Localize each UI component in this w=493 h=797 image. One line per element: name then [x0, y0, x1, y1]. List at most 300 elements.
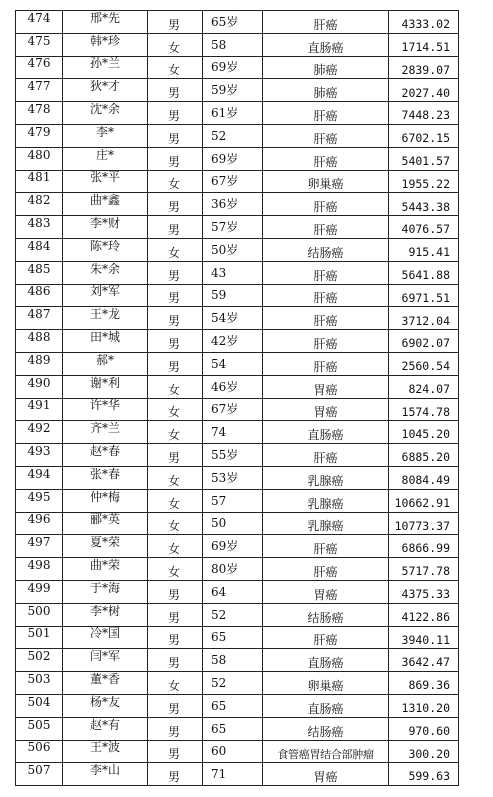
- patient-age: 43: [211, 265, 227, 280]
- diagnosis: 乳腺癌: [307, 473, 344, 488]
- diagnosis-cell: [263, 216, 389, 239]
- patient-name-cell: [63, 124, 148, 147]
- row-number: 500: [27, 603, 51, 618]
- table-row: [16, 79, 459, 102]
- patient-sex: 男: [168, 587, 181, 602]
- patient-sex: 男: [168, 268, 181, 283]
- row-number: 486: [27, 284, 51, 299]
- row-number-cell: [16, 535, 63, 558]
- patient-name-cell: [63, 717, 148, 740]
- row-number-cell: [16, 352, 63, 375]
- patient-age-cell: [203, 558, 263, 581]
- diagnosis-cell: [263, 33, 389, 56]
- row-number: 479: [27, 124, 51, 139]
- patient-name: 冷*国: [89, 626, 120, 641]
- row-number: 496: [27, 512, 51, 527]
- table-row: [16, 33, 459, 56]
- patient-age-cell: [203, 102, 263, 125]
- patient-age: 69岁: [211, 60, 239, 75]
- table-row: [16, 170, 459, 193]
- patient-name-cell: [63, 147, 148, 170]
- diagnosis-cell: [263, 330, 389, 353]
- table-row: [16, 580, 459, 603]
- patient-name-cell: [63, 558, 148, 581]
- patient-sex-cell: [148, 626, 203, 649]
- patient-sex-cell: [148, 672, 203, 695]
- row-number-cell: [16, 717, 63, 740]
- row-number: 495: [27, 489, 51, 504]
- table-row: [16, 558, 459, 581]
- patient-sex-cell: [148, 466, 203, 489]
- diagnosis: 肝癌: [313, 359, 338, 374]
- row-number: 490: [27, 375, 51, 390]
- cost-amount-cell: [389, 466, 459, 489]
- patient-age: 65: [211, 721, 227, 736]
- patient-sex: 女: [168, 473, 181, 488]
- diagnosis-cell: [263, 193, 389, 216]
- cost-amount-cell: [389, 398, 459, 421]
- patient-sex: 男: [168, 610, 181, 625]
- patient-age-cell: [203, 649, 263, 672]
- patient-sex-cell: [148, 330, 203, 353]
- cost-amount: 1045.20: [401, 427, 450, 442]
- patient-sex-cell: [148, 558, 203, 581]
- patient-name: 田*城: [89, 330, 120, 345]
- table-row: [16, 261, 459, 284]
- row-number: 493: [27, 444, 51, 459]
- diagnosis-cell: [263, 558, 389, 581]
- cost-amount-cell: [389, 284, 459, 307]
- patient-sex: 女: [168, 405, 181, 420]
- cost-amount-cell: [389, 649, 459, 672]
- diagnosis-cell: [263, 102, 389, 125]
- patient-name-cell: [63, 216, 148, 239]
- patient-name: 陈*玲: [89, 238, 120, 253]
- patient-sex: 女: [168, 496, 181, 511]
- patient-name-cell: [63, 193, 148, 216]
- patient-sex: 女: [168, 177, 181, 192]
- patient-name-cell: [63, 33, 148, 56]
- patient-age: 65: [211, 630, 227, 645]
- row-number: 505: [27, 717, 51, 732]
- row-number: 480: [27, 147, 51, 162]
- cost-amount: 3712.04: [401, 313, 450, 328]
- row-number-cell: [16, 261, 63, 284]
- patient-age-cell: [203, 626, 263, 649]
- table-row: [16, 147, 459, 170]
- patient-age: 50岁: [211, 242, 239, 257]
- row-number: 488: [27, 330, 51, 345]
- patient-name: 曲*鑫: [89, 193, 120, 208]
- cost-amount: 5443.38: [401, 199, 450, 214]
- diagnosis-cell: [263, 352, 389, 375]
- patient-name: 郦*英: [89, 512, 120, 527]
- patient-name-cell: [63, 102, 148, 125]
- patient-age-cell: [203, 79, 263, 102]
- diagnosis-cell: [263, 284, 389, 307]
- patient-sex: 女: [168, 542, 181, 557]
- patient-age: 36岁: [211, 197, 239, 212]
- table-row: [16, 512, 459, 535]
- patient-age: 60: [211, 744, 227, 759]
- patient-age: 69岁: [211, 151, 239, 166]
- cost-amount: 1574.78: [401, 404, 450, 419]
- diagnosis-cell: [263, 649, 389, 672]
- patient-age: 67岁: [211, 402, 239, 417]
- patient-age-cell: [203, 740, 263, 763]
- cost-amount-cell: [389, 603, 459, 626]
- diagnosis: 胃癌: [313, 587, 338, 602]
- patient-sex-cell: [148, 535, 203, 558]
- row-number-cell: [16, 603, 63, 626]
- cost-amount-cell: [389, 352, 459, 375]
- row-number: 475: [27, 33, 51, 48]
- patient-sex-cell: [148, 102, 203, 125]
- row-number: 491: [27, 398, 51, 413]
- patient-sex: 男: [168, 747, 181, 762]
- table-row: [16, 626, 459, 649]
- row-number: 474: [27, 10, 51, 25]
- diagnosis-cell: [263, 375, 389, 398]
- patient-sex-cell: [148, 694, 203, 717]
- cost-amount: 5717.78: [401, 564, 450, 579]
- table-row: [16, 717, 459, 740]
- patient-sex: 男: [168, 200, 181, 215]
- cost-amount: 1714.51: [401, 39, 450, 54]
- patient-age-cell: [203, 672, 263, 695]
- table-row: [16, 375, 459, 398]
- patient-sex: 男: [168, 154, 181, 169]
- cost-amount: 6971.51: [401, 290, 450, 305]
- patient-name-cell: [63, 238, 148, 261]
- diagnosis-cell: [263, 717, 389, 740]
- patient-sex: 男: [168, 724, 181, 739]
- diagnosis-cell: [263, 261, 389, 284]
- patient-name-cell: [63, 11, 148, 34]
- cost-amount: 3642.47: [401, 655, 450, 670]
- patient-name: 刘*军: [89, 284, 120, 299]
- patient-sex-cell: [148, 170, 203, 193]
- row-number-cell: [16, 444, 63, 467]
- diagnosis-cell: [263, 603, 389, 626]
- diagnosis: 卵巢癌: [307, 177, 344, 192]
- row-number-cell: [16, 307, 63, 330]
- patient-name: 王*龙: [89, 307, 120, 322]
- patient-age: 52: [211, 128, 227, 143]
- cost-amount-cell: [389, 444, 459, 467]
- cost-amount-cell: [389, 375, 459, 398]
- diagnosis-cell: [263, 444, 389, 467]
- table-row: [16, 444, 459, 467]
- row-number-cell: [16, 466, 63, 489]
- patient-name: 杨*友: [89, 694, 120, 709]
- table-row: [16, 603, 459, 626]
- diagnosis-cell: [263, 626, 389, 649]
- cost-amount-cell: [389, 124, 459, 147]
- patient-age-cell: [203, 421, 263, 444]
- patient-age-cell: [203, 330, 263, 353]
- patient-sex-cell: [148, 649, 203, 672]
- patient-sex: 女: [168, 565, 181, 580]
- cost-amount: 6885.20: [401, 450, 450, 465]
- diagnosis-cell: [263, 763, 389, 786]
- patient-name: 赵*有: [89, 717, 120, 732]
- diagnosis-cell: [263, 238, 389, 261]
- patient-age: 54: [211, 356, 227, 371]
- table-row: [16, 307, 459, 330]
- patient-age: 71: [211, 767, 227, 782]
- patient-name: 李*: [95, 124, 114, 139]
- row-number-cell: [16, 489, 63, 512]
- cost-amount: 2027.40: [401, 85, 450, 100]
- patient-name: 李*树: [89, 603, 120, 618]
- patient-sex: 男: [168, 223, 181, 238]
- patient-age-cell: [203, 33, 263, 56]
- patient-sex: 男: [168, 337, 181, 352]
- row-number-cell: [16, 11, 63, 34]
- cost-amount-cell: [389, 102, 459, 125]
- row-number: 478: [27, 102, 51, 117]
- diagnosis: 胃癌: [313, 770, 338, 785]
- patient-age-cell: [203, 352, 263, 375]
- diagnosis: 结肠癌: [307, 610, 344, 625]
- cost-amount-cell: [389, 79, 459, 102]
- cost-amount: 2839.07: [401, 62, 450, 77]
- cost-amount: 10773.37: [394, 518, 450, 533]
- row-number-cell: [16, 238, 63, 261]
- patient-sex: 男: [168, 17, 181, 32]
- patient-sex-cell: [148, 261, 203, 284]
- patient-age-cell: [203, 124, 263, 147]
- cost-amount: 4076.57: [401, 222, 450, 237]
- patient-name: 谢*利: [89, 375, 120, 390]
- cost-amount-cell: [389, 56, 459, 79]
- row-number: 501: [27, 626, 51, 641]
- patient-sex: 女: [168, 245, 181, 260]
- patient-name-cell: [63, 307, 148, 330]
- patient-sex-cell: [148, 444, 203, 467]
- patient-sex: 男: [168, 131, 181, 146]
- row-number-cell: [16, 147, 63, 170]
- diagnosis: 肺癌: [313, 86, 338, 101]
- patient-age: 65: [211, 698, 227, 713]
- patient-sex-cell: [148, 11, 203, 34]
- row-number: 497: [27, 535, 51, 550]
- diagnosis-cell: [263, 489, 389, 512]
- cost-amount: 5641.88: [401, 267, 450, 282]
- diagnosis: 肝癌: [313, 291, 338, 306]
- cost-amount-cell: [389, 307, 459, 330]
- cost-amount-cell: [389, 626, 459, 649]
- patient-age: 58: [211, 37, 227, 52]
- table-row: [16, 238, 459, 261]
- cost-amount-cell: [389, 261, 459, 284]
- cost-amount: 1310.20: [401, 701, 450, 716]
- patient-age: 42岁: [211, 334, 239, 349]
- row-number-cell: [16, 102, 63, 125]
- cost-amount: 300.20: [408, 746, 450, 761]
- patient-sex: 男: [168, 701, 181, 716]
- patient-age: 55岁: [211, 448, 239, 463]
- patient-name-cell: [63, 512, 148, 535]
- diagnosis-cell: [263, 124, 389, 147]
- cost-amount: 7448.23: [401, 108, 450, 123]
- patient-age: 61岁: [211, 106, 239, 121]
- patient-name: 韩*珍: [89, 33, 120, 48]
- patient-sex-cell: [148, 33, 203, 56]
- table-row: [16, 193, 459, 216]
- cost-amount-cell: [389, 740, 459, 763]
- cost-amount: 5401.57: [401, 153, 450, 168]
- table-row: [16, 11, 459, 34]
- table-row: [16, 102, 459, 125]
- patient-name-cell: [63, 398, 148, 421]
- patient-name: 仲*梅: [89, 489, 120, 504]
- diagnosis: 胃癌: [313, 405, 338, 420]
- cost-amount-cell: [389, 672, 459, 695]
- patient-name-cell: [63, 352, 148, 375]
- patient-age-cell: [203, 307, 263, 330]
- patient-sex-cell: [148, 421, 203, 444]
- table-row: [16, 352, 459, 375]
- patient-name: 张*春: [89, 466, 120, 481]
- patient-age-cell: [203, 466, 263, 489]
- cost-amount: 6866.99: [401, 541, 450, 556]
- row-number: 477: [27, 79, 51, 94]
- patient-sex: 女: [168, 679, 181, 693]
- cost-amount-cell: [389, 512, 459, 535]
- diagnosis: 肝癌: [313, 17, 338, 32]
- row-number: 487: [27, 307, 51, 322]
- table-row: [16, 124, 459, 147]
- patient-name-cell: [63, 603, 148, 626]
- row-number-cell: [16, 170, 63, 193]
- row-number-cell: [16, 512, 63, 535]
- patient-age-cell: [203, 580, 263, 603]
- patient-sex-cell: [148, 352, 203, 375]
- cost-amount: 970.60: [408, 723, 450, 738]
- table-row: [16, 740, 459, 763]
- table-row: [16, 489, 459, 512]
- patient-age-cell: [203, 717, 263, 740]
- diagnosis: 结肠癌: [307, 245, 344, 260]
- patient-sex-cell: [148, 216, 203, 239]
- cost-amount: 869.36: [408, 678, 450, 693]
- row-number-cell: [16, 626, 63, 649]
- patient-sex: 男: [168, 359, 181, 374]
- table-body: [16, 11, 459, 786]
- patient-age: 52: [211, 676, 227, 690]
- patient-sex: 男: [168, 656, 181, 671]
- diagnosis: 肝癌: [313, 633, 338, 648]
- patient-age-cell: [203, 170, 263, 193]
- cost-amount-cell: [389, 216, 459, 239]
- patient-age-cell: [203, 489, 263, 512]
- patient-name-cell: [63, 444, 148, 467]
- diagnosis-cell: [263, 694, 389, 717]
- patient-age: 64: [211, 584, 227, 599]
- diagnosis-cell: [263, 398, 389, 421]
- diagnosis: 胃癌: [313, 382, 338, 397]
- patient-age: 65岁: [211, 14, 239, 29]
- patient-name-cell: [63, 284, 148, 307]
- patient-name-cell: [63, 261, 148, 284]
- row-number: 498: [27, 558, 51, 573]
- cost-amount: 6902.07: [401, 336, 450, 351]
- cost-amount: 2560.54: [401, 359, 450, 374]
- patient-name-cell: [63, 56, 148, 79]
- patient-name-cell: [63, 649, 148, 672]
- row-number: 504: [27, 694, 51, 709]
- cost-amount-cell: [389, 421, 459, 444]
- row-number-cell: [16, 763, 63, 786]
- diagnosis-cell: [263, 466, 389, 489]
- patient-age-cell: [203, 284, 263, 307]
- patient-name-cell: [63, 535, 148, 558]
- row-number-cell: [16, 580, 63, 603]
- patient-name-cell: [63, 330, 148, 353]
- table-row: [16, 649, 459, 672]
- patient-age-cell: [203, 193, 263, 216]
- patient-age-cell: [203, 535, 263, 558]
- patient-name-cell: [63, 763, 148, 786]
- patient-sex-cell: [148, 740, 203, 763]
- patient-sex-cell: [148, 717, 203, 740]
- patient-age-cell: [203, 238, 263, 261]
- patient-age: 57岁: [211, 220, 239, 235]
- diagnosis: 肝癌: [313, 109, 338, 124]
- patient-sex-cell: [148, 375, 203, 398]
- cost-amount: 10662.91: [394, 495, 450, 510]
- table-row: [16, 56, 459, 79]
- patient-age: 58: [211, 653, 227, 668]
- diagnosis-cell: [263, 307, 389, 330]
- patient-sex: 男: [168, 770, 181, 785]
- patient-name: 许*华: [89, 398, 120, 413]
- patient-name-cell: [63, 626, 148, 649]
- row-number-cell: [16, 649, 63, 672]
- patient-name: 郝*: [95, 352, 114, 367]
- row-number-cell: [16, 375, 63, 398]
- cost-amount-cell: [389, 580, 459, 603]
- patient-age: 54岁: [211, 311, 239, 326]
- patient-name: 李*财: [89, 216, 120, 231]
- diagnosis: 肝癌: [313, 542, 338, 557]
- diagnosis-cell: [263, 672, 389, 695]
- patient-age: 67岁: [211, 174, 239, 189]
- patient-age-cell: [203, 763, 263, 786]
- cost-amount-cell: [389, 170, 459, 193]
- patient-sex-cell: [148, 284, 203, 307]
- patient-age: 53岁: [211, 470, 239, 485]
- cost-amount-cell: [389, 489, 459, 512]
- diagnosis-cell: [263, 740, 389, 763]
- patient-sex-cell: [148, 56, 203, 79]
- patient-age: 57: [211, 493, 227, 508]
- patient-name: 赵*春: [89, 444, 120, 459]
- patient-name: 朱*余: [89, 261, 120, 276]
- table-row: [16, 763, 459, 786]
- patient-sex: 男: [168, 291, 181, 306]
- patient-age-cell: [203, 147, 263, 170]
- diagnosis-cell: [263, 56, 389, 79]
- row-number-cell: [16, 79, 63, 102]
- diagnosis-cell: [263, 421, 389, 444]
- row-number-cell: [16, 284, 63, 307]
- row-number-cell: [16, 558, 63, 581]
- patient-name-cell: [63, 580, 148, 603]
- diagnosis: 肝癌: [313, 314, 338, 329]
